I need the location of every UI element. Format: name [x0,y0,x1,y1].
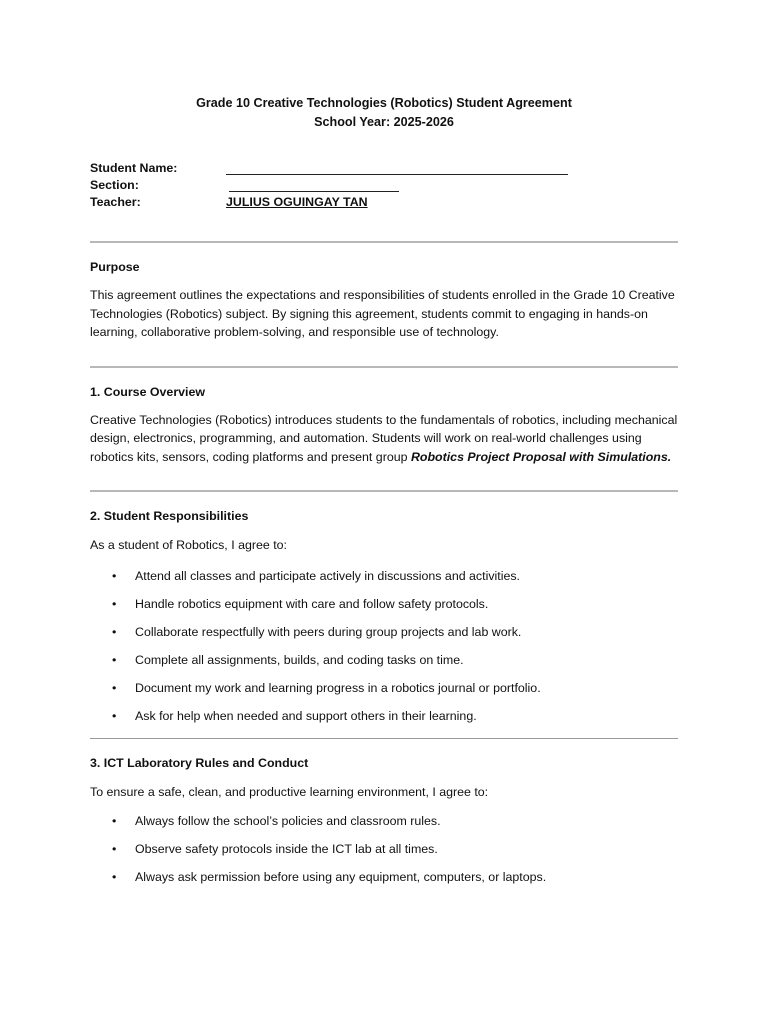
title-line-2: School Year: 2025-2026 [314,115,454,129]
bullet: • [112,596,117,611]
list-item-text: Complete all assignments, builds, and coding tasks on time. [135,652,464,667]
student-responsibilities-list [90,567,678,735]
list-item [90,868,678,896]
list-item-text: Attend all classes and participate actively in discussions and activities. [135,568,520,583]
list-item-text: Handle robotics equipment with care and follow safety protocols. [135,596,489,611]
list-item [90,623,678,651]
divider-1 [90,241,678,243]
divider-2 [90,366,678,368]
list-item-text: Collaborate respectfully with peers during group projects and lab work. [135,624,522,639]
teacher-row [90,194,678,211]
student-info-block [90,160,678,211]
course-overview-emphasis: Robotics Project Proposal with Simulations. [410,449,672,464]
section-label: Section: [90,178,139,192]
list-item [90,595,678,623]
teacher-name: JULIUS OGUINGAY TAN [226,195,368,209]
list-item-text: Document my work and learning progress in a robotics journal or portfolio. [135,680,541,695]
divider-3 [90,490,678,492]
list-item [90,651,678,679]
list-item [90,812,678,840]
lab-rules-intro: To ensure a safe, clean, and productive learning environment, I agree to: [90,784,489,799]
student-responsibilities-intro: As a student of Robotics, I agree to: [90,538,287,552]
purpose-text: This agreement outlines the expectations and responsibilities of students enrolled in the Grade 10 Creative Technologies (Robotics) subject. By signing this agreement, students commit to engaging in hands-on learning, collaborative problem-solving, and responsible use of technology. [90,288,675,339]
lab-rules-list [90,812,678,896]
bullet: • [112,568,117,583]
list-item [90,567,678,595]
list-item-text: Always follow the school’s policies and classroom rules. [135,814,441,828]
student-responsibilities-heading: 2. Student Responsibilities [90,509,249,523]
course-overview-heading: 1. Course Overview [90,384,206,399]
bullet: • [112,870,117,884]
course-overview-body: Creative Technologies (Robotics) introduces students to the fundamentals of robotics, including mechanical design, electronics, programming, and automation. Students will work on real-world challenges using robotics kits, sensors, coding platforms and present group [90,412,678,464]
section-blank [229,178,399,192]
student-name-blank [226,161,568,175]
teacher-label: Teacher: [90,195,141,209]
divider-4 [90,738,678,739]
bullet: • [112,708,117,723]
document-title [90,94,678,132]
bullet: • [112,652,117,667]
purpose-heading: Purpose [90,260,140,274]
bullet: • [112,680,117,695]
student-name-row [90,160,678,177]
list-item [90,840,678,868]
list-item-text: Ask for help when needed and support others in their learning. [135,708,477,723]
list-item-text: Observe safety protocols inside the ICT lab at all times. [135,842,438,856]
bullet: • [112,842,117,856]
course-overview-text [90,411,678,467]
student-name-label: Student Name: [90,161,178,175]
list-item-text: Always ask permission before using any equipment, computers, or laptops. [135,870,547,884]
list-item [90,679,678,707]
list-item [90,707,678,735]
bullet: • [112,814,117,828]
title-line-1: Grade 10 Creative Technologies (Robotics) Student Agreement [196,96,572,110]
lab-rules-heading: 3. ICT Laboratory Rules and Conduct [90,755,309,770]
section-row [90,177,678,194]
bullet: • [112,624,117,639]
